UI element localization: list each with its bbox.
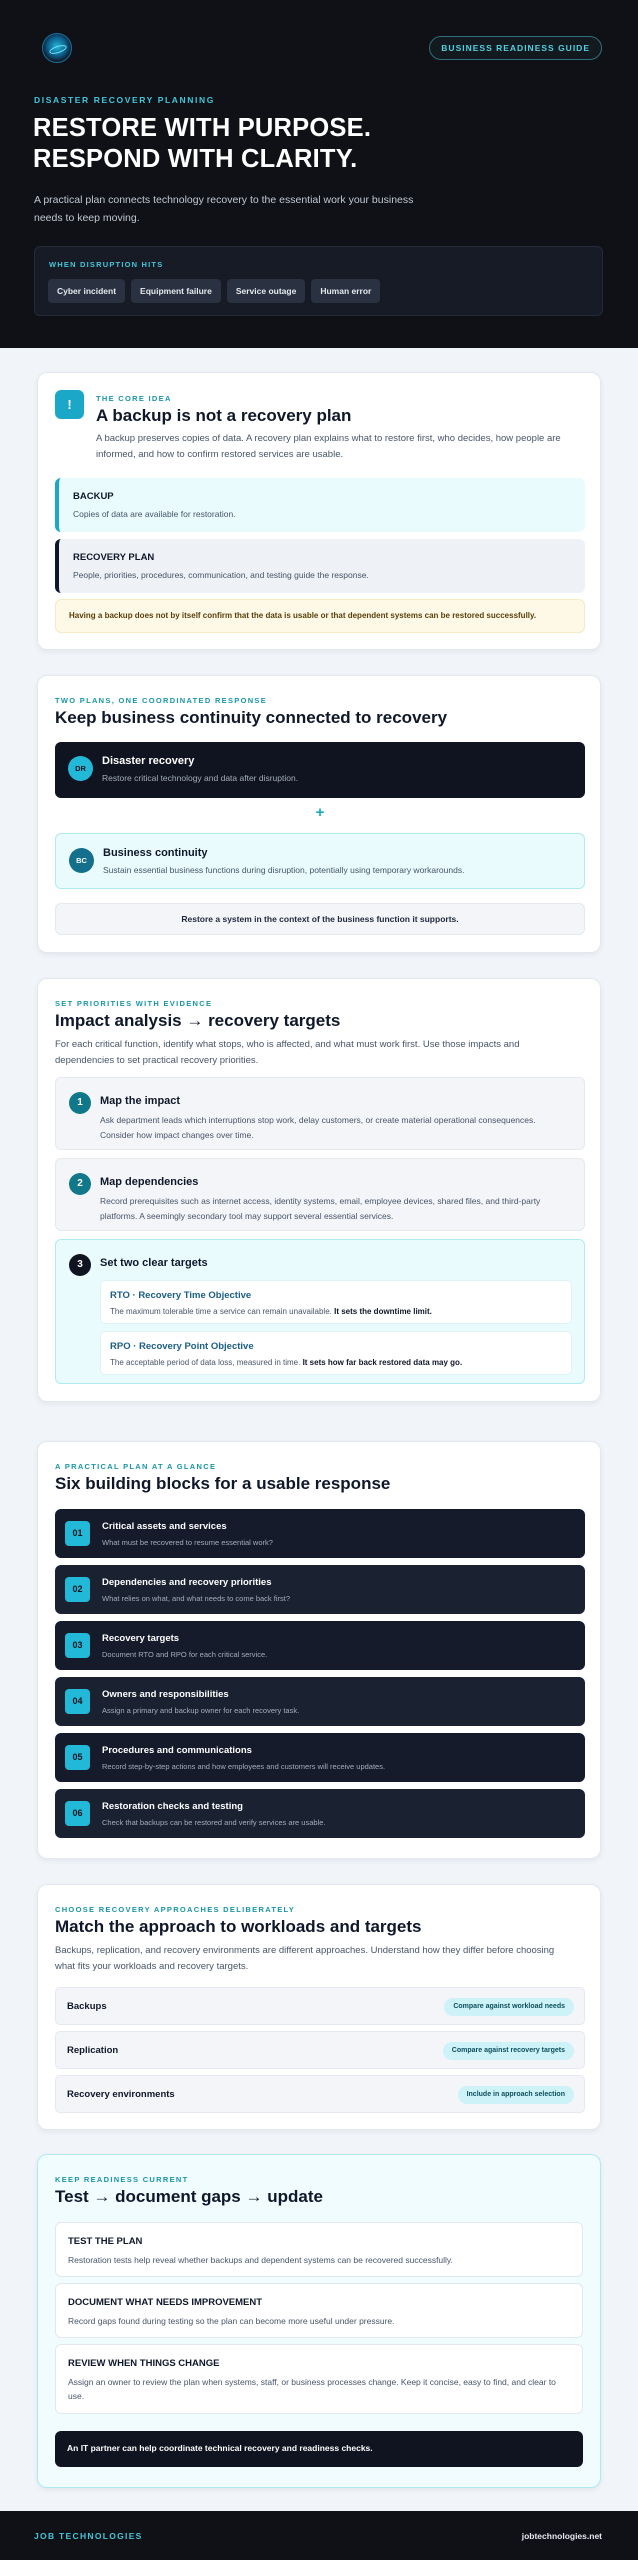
business-readiness-guide-button[interactable]: BUSINESS READINESS GUIDE [429, 36, 602, 60]
approach-name: Backups [67, 2001, 107, 2012]
approaches-card [37, 1884, 601, 2130]
footer-brand: JOB TECHNOLOGIES [34, 2531, 143, 2541]
block-number: 04 [65, 1689, 90, 1714]
backup-text: Copies of data are available for restoration. [73, 509, 236, 519]
rto-text [110, 1307, 432, 1316]
approach-name: Replication [67, 2045, 119, 2056]
hero-kicker: DISASTER RECOVERY PLANNING [34, 95, 215, 105]
impact-title: Impact analysis → recovery targets [55, 1011, 341, 1030]
approach-pill: Compare against workload needs [444, 1998, 574, 2016]
hero-title-line2: RESPOND WITH CLARITY. [33, 145, 358, 173]
bc-text: Sustain essential business functions during disruption, potentially using temporary workarounds. [103, 865, 465, 875]
block-title: Owners and responsibilities [102, 1689, 229, 1700]
readiness-title: Test → document gaps → update [55, 2187, 323, 2206]
approach-row [55, 2031, 585, 2069]
block-text: What relies on what, and what needs to come back first? [102, 1594, 291, 1603]
impact-step [55, 1077, 585, 1150]
warning-text: Having a backup does not by itself confirm that the data is usable or that dependent systems can be restored successfully. [69, 611, 537, 620]
approach-pill: Include in approach selection [458, 2086, 574, 2104]
readiness-item-text: Assign an owner to review the plan when systems, staff, or business processes change. Keep it concise, easy to find, and clear to use. [68, 2377, 556, 2401]
building-block [55, 1565, 585, 1614]
recovery-plan-text: People, priorities, procedures, communication, and testing guide the response. [73, 570, 369, 580]
rto-title: RTO · Recovery Time Objective [110, 1290, 252, 1301]
core-kicker: THE CORE IDEA [96, 394, 172, 403]
building-block [55, 1789, 585, 1838]
it-partner-text: An IT partner can help coordinate technical recovery and readiness checks. [67, 2443, 373, 2453]
step-text: Record prerequisites such as internet access, identity systems, email, employee devices, shared files, and third-party platforms. A seemingly secondary tool may support several essential services. [100, 1196, 541, 1221]
block-text: Document RTO and RPO for each critical service. [102, 1650, 268, 1659]
readiness-item-title: DOCUMENT WHAT NEEDS IMPROVEMENT [68, 2297, 263, 2308]
impact-lead: For each critical function, identify what stops, who is affected, and what must work first. Use those impacts and dependencies to set practical recovery priorities. [55, 1039, 520, 1066]
step-title: Map the impact [100, 1095, 181, 1107]
dr-badge: DR [68, 756, 93, 781]
continuity-card [37, 675, 601, 953]
readiness-item-text: Record gaps found during testing so the plan can become more useful under pressure. [68, 2316, 395, 2326]
core-title: A backup is not a recovery plan [96, 406, 352, 425]
block-text: What must be recovered to resume essential work? [102, 1538, 273, 1547]
business-continuity-row [55, 833, 585, 889]
approaches-lead: Backups, replication, and recovery environments are different approaches. Understand how they differ before choosing what fits your workloads and recovery targets. [55, 1945, 555, 1972]
dr-title: Disaster recovery [102, 755, 195, 767]
block-text: Check that backups can be restored and verify services are usable. [102, 1818, 326, 1827]
dr-text: Restore critical technology and data after disruption. [102, 773, 299, 783]
block-title: Restoration checks and testing [102, 1801, 243, 1812]
rto-emphasis: It sets the downtime limit. [334, 1307, 432, 1316]
it-partner-banner [55, 2431, 583, 2467]
readiness-item-title: TEST THE PLAN [68, 2236, 143, 2247]
disruption-tags [48, 279, 380, 303]
disaster-recovery-row [55, 742, 585, 798]
readiness-item [55, 2283, 583, 2338]
step-text: Ask department leads which interruptions stop work, delay customers, or create material operational consequences. Consider how impact changes over time. [100, 1115, 536, 1140]
hero-subtitle: A practical plan connects technology recovery to the essential work your business needs to keep moving. [34, 194, 414, 224]
continuity-kicker: TWO PLANS, ONE COORDINATED RESPONSE [55, 696, 268, 705]
core-idea-card [37, 372, 601, 650]
rto-description: The maximum tolerable time a service can remain unavailable. [110, 1307, 332, 1316]
rpo-emphasis: It sets how far back restored data may go. [302, 1358, 463, 1367]
core-lead: A backup preserves copies of data. A recovery plan explains what to restore first, who decides, how people are informed, and how to confirm restored services are usable. [96, 433, 561, 460]
readiness-kicker: KEEP READINESS CURRENT [55, 2175, 189, 2184]
globe-logo-icon[interactable] [42, 33, 72, 63]
rpo-objective [100, 1331, 572, 1375]
impact-card [37, 978, 601, 1402]
approaches-kicker: CHOOSE RECOVERY APPROACHES DELIBERATELY [55, 1905, 296, 1914]
building-block [55, 1621, 585, 1670]
readiness-item-text: Restoration tests help reveal whether backups and dependent systems can be recovered successfully. [68, 2255, 453, 2265]
step-number: 1 [69, 1092, 91, 1114]
approaches-title: Match the approach to workloads and targets [55, 1917, 422, 1936]
block-title: Procedures and communications [102, 1745, 252, 1756]
rpo-description: The acceptable period of data loss, measured in time. [110, 1358, 301, 1367]
recovery-plan-title: RECOVERY PLAN [73, 552, 155, 563]
bc-title: Business continuity [103, 847, 208, 859]
impact-step [55, 1158, 585, 1231]
readiness-item-title: REVIEW WHEN THINGS CHANGE [68, 2358, 220, 2369]
block-number: 02 [65, 1577, 90, 1602]
blocks-title: Six building blocks for a usable response [55, 1474, 391, 1493]
approach-name: Recovery environments [67, 2089, 175, 2100]
step-number: 3 [69, 1254, 91, 1276]
bc-badge: BC [69, 848, 94, 873]
disruption-panel [34, 246, 603, 316]
disruption-label: WHEN DISRUPTION HITS [49, 260, 164, 269]
warning-box [55, 599, 585, 633]
block-number: 06 [65, 1801, 90, 1826]
readiness-item [55, 2344, 583, 2414]
step-title: Map dependencies [100, 1176, 199, 1188]
block-title: Dependencies and recovery priorities [102, 1577, 272, 1588]
readiness-card [37, 2154, 601, 2488]
blocks-kicker: A PRACTICAL PLAN AT A GLANCE [55, 1462, 217, 1471]
plus-icon: + [315, 804, 325, 821]
impact-step [55, 1239, 585, 1384]
approach-row [55, 1987, 585, 2025]
continuity-summary-box [55, 903, 585, 935]
disruption-tag: Cyber incident [48, 279, 125, 303]
backup-title: BACKUP [73, 491, 114, 502]
rto-objective [100, 1280, 572, 1324]
disruption-tag: Equipment failure [131, 279, 221, 303]
hero-title [33, 113, 493, 175]
continuity-title: Keep business continuity connected to recovery [55, 708, 448, 727]
readiness-item [55, 2222, 583, 2277]
rpo-text [110, 1358, 462, 1367]
rpo-title: RPO · Recovery Point Objective [110, 1341, 254, 1352]
block-title: Critical assets and services [102, 1521, 227, 1532]
step-number: 2 [69, 1173, 91, 1195]
block-title: Recovery targets [102, 1633, 180, 1644]
building-block [55, 1733, 585, 1782]
building-block [55, 1509, 585, 1558]
recovery-plan-box [55, 539, 585, 593]
block-text: Record step-by-step actions and how employees and customers will receive updates. [102, 1762, 386, 1771]
impact-kicker: SET PRIORITIES WITH EVIDENCE [55, 999, 213, 1008]
exclamation-icon: ! [55, 390, 84, 419]
block-text: Assign a primary and backup owner for each recovery task. [102, 1706, 300, 1715]
approach-row [55, 2075, 585, 2113]
hero-section [0, 0, 638, 348]
step-title: Set two clear targets [100, 1257, 208, 1269]
footer-url-link[interactable]: jobtechnologies.net [521, 2531, 602, 2541]
building-block [55, 1677, 585, 1726]
hero-title-line1: RESTORE WITH PURPOSE. [33, 114, 372, 142]
block-number: 01 [65, 1521, 90, 1546]
building-blocks-card [37, 1441, 601, 1859]
backup-box [55, 478, 585, 532]
footer [0, 2511, 638, 2560]
continuity-summary: Restore a system in the context of the business function it supports. [181, 914, 459, 924]
approach-pill: Compare against recovery targets [443, 2042, 574, 2060]
disruption-tag: Human error [311, 279, 380, 303]
block-number: 05 [65, 1745, 90, 1770]
block-number: 03 [65, 1633, 90, 1658]
disruption-tag: Service outage [227, 279, 305, 303]
